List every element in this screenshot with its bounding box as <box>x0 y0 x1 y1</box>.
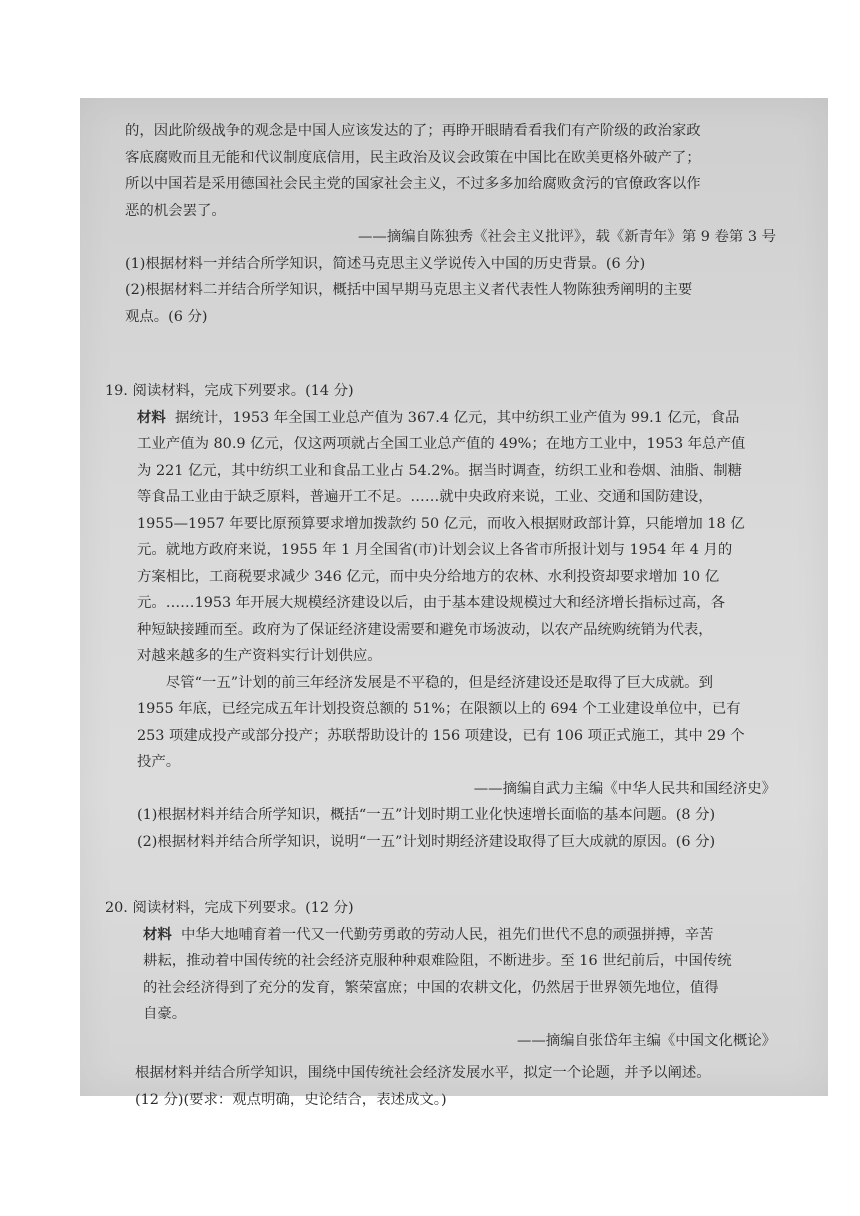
q20-source: ——摘编自张岱年主编《中国文化概论》 <box>516 1032 776 1049</box>
q18-line: 客底腐败而且无能和代议制度底信用，民主政治及议会政策在中国比在欧美更格外破产了； <box>125 149 701 166</box>
q18-subquestion-1: (1)根据材料一并结合所学知识，简述马克思主义学说传入中国的历史背景。(6 分) <box>125 255 646 272</box>
q18-source: ——摘编自陈独秀《社会主义批评》，载《新青年》第 9 卷第 3 号 <box>358 229 776 245</box>
q19-material-label: 材料 <box>137 408 166 426</box>
q20-line: 自豪。 <box>143 1006 187 1022</box>
q19-line: 为 221 亿元，其中纺织工业和食品工业占 54.2%。据当时调查，纺织工业和卷烟、油脂、制糖 <box>137 462 742 479</box>
q18-subquestion-2-line-1: (2)根据材料二并结合所学知识，概括中国早期马克思主义者代表性人物陈独秀阐明的主要 <box>125 282 693 298</box>
q19-line: 对越来越多的生产资料实行计划供应。 <box>137 648 382 664</box>
q19-subquestion-2: (2)根据材料并结合所学知识，说明“一五”计划时期经济建设取得了巨大成就的原因。(6 分) <box>137 833 716 850</box>
q20-material-label: 材料 <box>143 925 172 943</box>
q18-subquestion-2-line-2: 观点。(6 分) <box>125 308 208 325</box>
q19-line <box>137 405 780 432</box>
q19-line: 方案相比，工商税要求减少 346 亿元，而中央分给地方的农林、水利投资却要求增加 10 亿 <box>137 568 720 585</box>
q20-requirement-line-2: (12 分)(要求：观点明确，史论结合，表述成文。) <box>135 1091 447 1108</box>
q20-requirement-line-1: 根据材料并结合所学知识，围绕中国传统社会经济发展水平，拟定一个论题，并予以阐述。 <box>135 1065 711 1081</box>
q19-line: 253 项建成投产或部分投产；苏联帮助设计的 156 项建设，已有 106 项正式施工，其中 29 个 <box>137 727 745 744</box>
q19-line: 种短缺接踵而至。政府为了保证经济建设需要和避免市场波动，以农产品统购统销为代表， <box>137 621 713 638</box>
q19-title: 19. 阅读材料，完成下列要求。(14 分) <box>105 383 354 399</box>
q20-line: 耕耘，推动着中国传统的社会经济克服种种艰难险阻，不断进步。至 16 世纪前后，中国传统 <box>143 953 732 969</box>
q18-line: 恶的机会罢了。 <box>125 202 226 219</box>
q20-line-text: 中华大地哺育着一代又一代勤劳勇敢的劳动人民，祖先们世代不息的顽强拼搏，辛苦 <box>180 926 714 943</box>
q19-line: 1955—1957 年要比原预算要求增加拨款约 50 亿元，而收入根据财政部计算，只能增加 18 亿 <box>137 515 745 532</box>
q19-subquestion-1: (1)根据材料并结合所学知识，概括“一五”计划时期工业化快速增长面临的基本问题。(8 分) <box>137 807 716 823</box>
q20-line <box>143 922 780 949</box>
q20-material <box>135 922 780 1114</box>
q19-line: 元。就地方政府来说，1955 年 1 月全国省(市)计划会议上各省市所报计划与 1954 年 4 月的 <box>137 542 733 558</box>
q19-line: 等食品工业由于缺乏原料，普遍开工不足。……就中央政府来说，工业、交通和国防建设， <box>137 489 713 505</box>
q20-title: 20. 阅读材料，完成下列要求。(12 分) <box>105 900 354 916</box>
q19-line: 尽管“一五”计划的前三年经济发展是不平稳的，但是经济建设还是取得了巨大成就。到 <box>165 674 713 691</box>
q18-line: 所以中国若是采用德国社会民主党的国家社会主义，不过多多加给腐败贪污的官僚政客以作 <box>125 176 701 192</box>
q18-material-tail <box>125 118 780 251</box>
q19-line: 投产。 <box>137 754 181 770</box>
q19-source: ——摘编自武力主编《中华人民共和国经济史》 <box>473 780 776 797</box>
q19-material <box>137 405 780 856</box>
q19-line: 元。……1953 年开展大规模经济建设以后，由于基本建设规模过大和经济增长指标过高，各 <box>137 595 726 611</box>
q20-line: 的社会经济得到了充分的发育，繁荣富庶；中国的农耕文化，仍然居于世界领先地位，值得 <box>143 979 719 996</box>
q18-line: 的，因此阶级战争的观念是中国人应该发达的了；再睁开眼睛看看我们有产阶级的政治家政 <box>125 123 701 139</box>
q19-line: 工业产值为 80.9 亿元，仅这两项就占全国工业总产值的 49%；在地方工业中，1953 年总产值 <box>137 436 746 452</box>
q19-line: 1955 年底，已经完成五年计划投资总额的 51%；在限额以上的 694 个工业建设单位中，已有 <box>137 701 741 717</box>
q19-line-text: 据统计，1953 年全国工业总产值为 367.4 亿元，其中纺织工业产值为 99.1 亿元，食品 <box>174 409 740 426</box>
exam-page <box>105 118 780 1113</box>
